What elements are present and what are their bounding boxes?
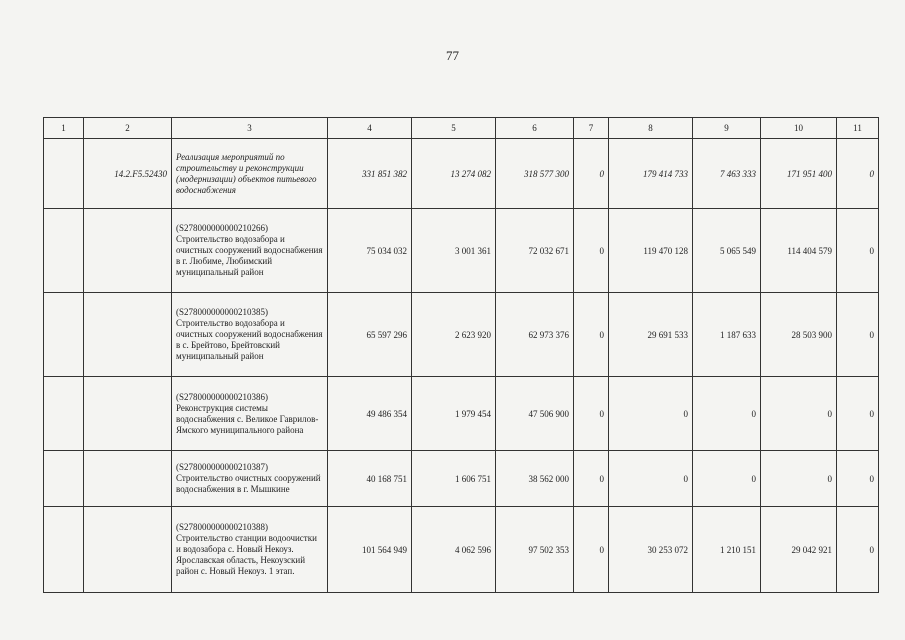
column-header: 6 xyxy=(496,118,574,139)
value-cell: 0 xyxy=(837,377,879,451)
row-number-cell xyxy=(44,209,84,293)
value-cell: 101 564 949 xyxy=(328,507,412,593)
value-cell: 40 168 751 xyxy=(328,451,412,507)
table-row xyxy=(44,293,879,377)
value-cell: 0 xyxy=(574,451,609,507)
description-cell: (S278000000000210266) Строительство водозабора и очистных сооружений водоснабжения в г. Любиме, Любимский муниципальный район xyxy=(172,209,328,293)
column-header: 2 xyxy=(84,118,172,139)
column-header: 5 xyxy=(412,118,496,139)
value-cell: 30 253 072 xyxy=(609,507,693,593)
column-header: 9 xyxy=(693,118,761,139)
value-cell: 5 065 549 xyxy=(693,209,761,293)
budget-table xyxy=(43,117,879,593)
value-cell: 75 034 032 xyxy=(328,209,412,293)
column-header: 8 xyxy=(609,118,693,139)
column-header: 4 xyxy=(328,118,412,139)
value-cell: 3 001 361 xyxy=(412,209,496,293)
column-header: 11 xyxy=(837,118,879,139)
value-cell: 0 xyxy=(837,451,879,507)
value-cell: 4 062 596 xyxy=(412,507,496,593)
budget-code-cell xyxy=(84,209,172,293)
value-cell: 0 xyxy=(761,377,837,451)
table-row xyxy=(44,139,879,209)
page-number: 77 xyxy=(446,48,459,63)
value-cell: 331 851 382 xyxy=(328,139,412,209)
row-number-cell xyxy=(44,139,84,209)
value-cell: 65 597 296 xyxy=(328,293,412,377)
value-cell: 0 xyxy=(837,209,879,293)
description-cell: Реализация мероприятий по строительству и реконструкции (модернизации) объектов питьевого водоснабжения xyxy=(172,139,328,209)
value-cell: 47 506 900 xyxy=(496,377,574,451)
value-cell: 72 032 671 xyxy=(496,209,574,293)
value-cell: 171 951 400 xyxy=(761,139,837,209)
value-cell: 49 486 354 xyxy=(328,377,412,451)
column-header: 10 xyxy=(761,118,837,139)
value-cell: 0 xyxy=(837,293,879,377)
row-number-cell xyxy=(44,507,84,593)
table-row xyxy=(44,209,879,293)
value-cell: 0 xyxy=(693,377,761,451)
description-cell: (S278000000000210385) Строительство водозабора и очистных сооружений водоснабжения в с. Брейтово, Брейтовский муниципальный район xyxy=(172,293,328,377)
row-number-cell xyxy=(44,377,84,451)
value-cell: 0 xyxy=(609,377,693,451)
value-cell: 114 404 579 xyxy=(761,209,837,293)
value-cell: 119 470 128 xyxy=(609,209,693,293)
value-cell: 0 xyxy=(574,209,609,293)
value-cell: 0 xyxy=(609,451,693,507)
value-cell: 0 xyxy=(574,377,609,451)
table-row xyxy=(44,507,879,593)
value-cell: 0 xyxy=(574,139,609,209)
value-cell: 0 xyxy=(574,507,609,593)
column-header: 7 xyxy=(574,118,609,139)
value-cell: 29 691 533 xyxy=(609,293,693,377)
budget-code-cell: 14.2.F5.52430 xyxy=(84,139,172,209)
budget-code-cell xyxy=(84,507,172,593)
value-cell: 28 503 900 xyxy=(761,293,837,377)
value-cell: 38 562 000 xyxy=(496,451,574,507)
value-cell: 179 414 733 xyxy=(609,139,693,209)
value-cell: 29 042 921 xyxy=(761,507,837,593)
value-cell: 1 187 633 xyxy=(693,293,761,377)
header-row xyxy=(44,118,879,139)
table-row xyxy=(44,377,879,451)
value-cell: 62 973 376 xyxy=(496,293,574,377)
value-cell: 318 577 300 xyxy=(496,139,574,209)
value-cell: 0 xyxy=(837,139,879,209)
value-cell: 13 274 082 xyxy=(412,139,496,209)
value-cell: 97 502 353 xyxy=(496,507,574,593)
row-number-cell xyxy=(44,451,84,507)
value-cell: 0 xyxy=(761,451,837,507)
budget-code-cell xyxy=(84,451,172,507)
value-cell: 1 606 751 xyxy=(412,451,496,507)
value-cell: 1 979 454 xyxy=(412,377,496,451)
description-cell: (S278000000000210386) Реконструкция системы водоснабжения с. Великое Гаврилов-Ямского муниципального района xyxy=(172,377,328,451)
budget-code-cell xyxy=(84,377,172,451)
column-header: 1 xyxy=(44,118,84,139)
value-cell: 1 210 151 xyxy=(693,507,761,593)
budget-code-cell xyxy=(84,293,172,377)
description-cell: (S278000000000210388) Строительство станции водоочистки и водозабора с. Новый Некоуз. Ярославская область, Некоузский район с. Новый Некоуз. 1 этап. xyxy=(172,507,328,593)
column-header: 3 xyxy=(172,118,328,139)
value-cell: 7 463 333 xyxy=(693,139,761,209)
description-cell: (S278000000000210387) Строительство очистных сооружений водоснабжения в г. Мышкине xyxy=(172,451,328,507)
value-cell: 0 xyxy=(574,293,609,377)
value-cell: 0 xyxy=(837,507,879,593)
value-cell: 0 xyxy=(693,451,761,507)
table-row xyxy=(44,451,879,507)
row-number-cell xyxy=(44,293,84,377)
value-cell: 2 623 920 xyxy=(412,293,496,377)
